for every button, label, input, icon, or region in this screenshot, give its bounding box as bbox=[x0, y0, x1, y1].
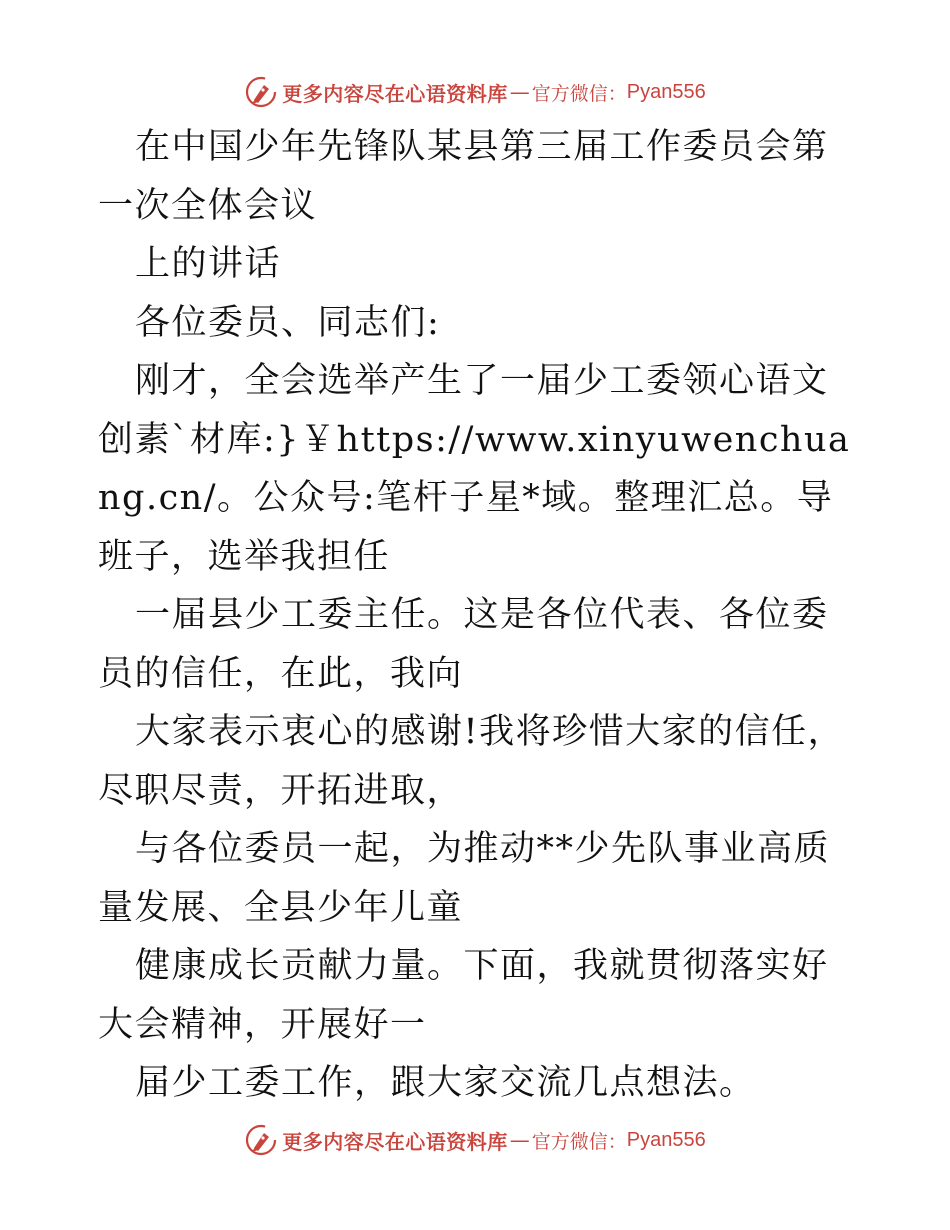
banner-separator: — bbox=[509, 1128, 530, 1152]
banner-separator: — bbox=[509, 80, 530, 104]
paragraph: 健康成长贡献力量。下面，我就贯彻落实好大会精神，开展好一 bbox=[98, 946, 829, 1045]
header-banner bbox=[0, 72, 950, 112]
paragraph-title-line1: 在中国少年先锋队某县第三届工作委员会第一次全体会议 bbox=[98, 127, 829, 226]
paragraph: 刚才，全会选举产生了一届少工委领心语文创素`材库:}￥https://www.xinyuwenchuang.cn/。公众号:笔杆子星*域。整理汇总。导班子，选举我担任 bbox=[98, 361, 851, 577]
paragraph-title-line2: 上的讲话 bbox=[135, 244, 282, 284]
footer-banner bbox=[0, 1120, 950, 1160]
pen-nib-logo-icon bbox=[244, 75, 278, 109]
banner-wechat-id: Pyan556 bbox=[626, 80, 706, 103]
paragraph: 一届县少工委主任。这是各位代表、各位委员的信任，在此，我向 bbox=[98, 595, 829, 694]
paragraph: 届少工委工作，跟大家交流几点想法。 bbox=[135, 1063, 756, 1103]
paragraph: 与各位委员一起，为推动**少先队事业高质量发展、全县少年儿童 bbox=[98, 829, 831, 928]
banner-wechat-id: Pyan556 bbox=[626, 1128, 706, 1151]
banner-wechat-label: 官方微信： bbox=[531, 1130, 627, 1153]
banner-wechat-label: 官方微信： bbox=[531, 82, 627, 105]
paragraph: 大家表示衷心的感谢!我将珍惜大家的信任，尽职尽责，开拓进取， bbox=[98, 712, 845, 811]
document-body bbox=[98, 118, 858, 1113]
banner-title: 更多内容尽在心语资料库 bbox=[282, 81, 508, 106]
pen-nib-logo-icon bbox=[244, 1123, 278, 1157]
paragraph-salutation: 各位委员、同志们: bbox=[135, 302, 441, 343]
banner-title: 更多内容尽在心语资料库 bbox=[282, 1129, 508, 1154]
